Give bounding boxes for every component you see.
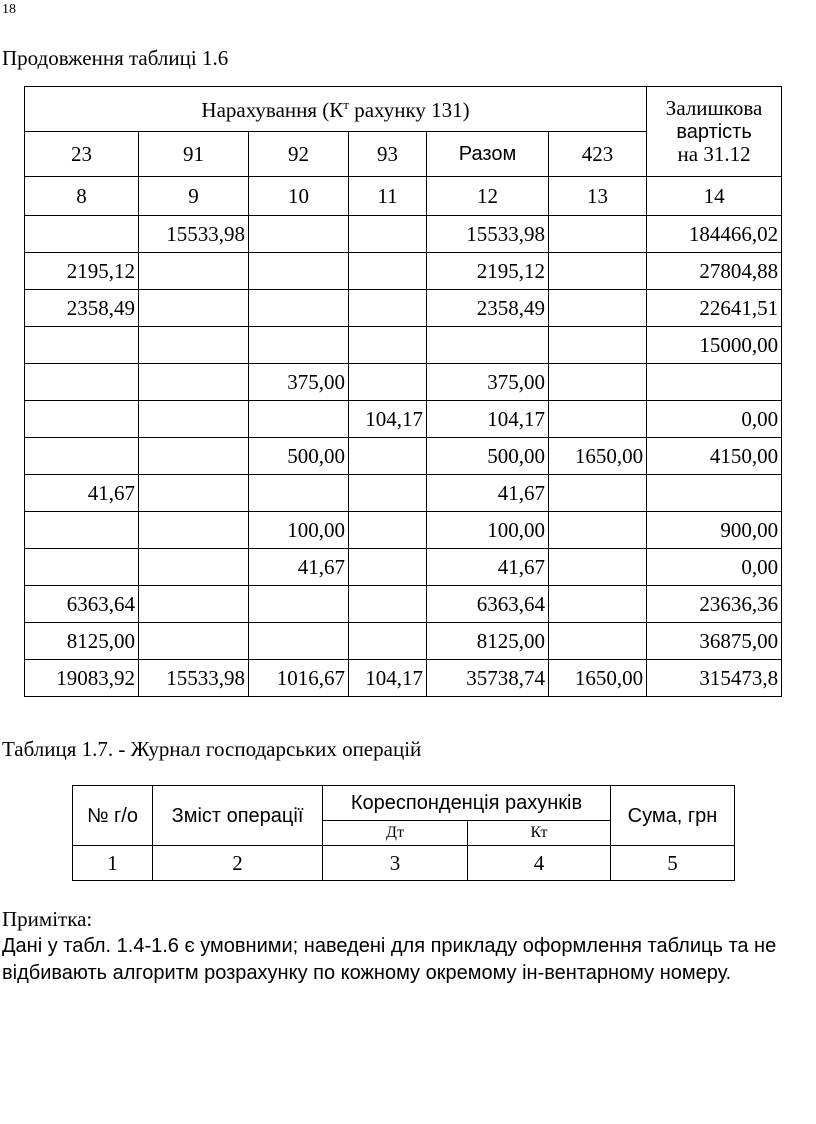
table-cell: [549, 512, 647, 549]
table2-caption: Таблиця 1.7. - Журнал господарських операцій: [2, 737, 422, 761]
table-cell: [349, 216, 427, 253]
table-cell: 19083,92: [25, 660, 139, 697]
journal-column-index: 3: [323, 846, 468, 881]
table-cell: 0,00: [647, 549, 782, 586]
table-cell: [25, 327, 139, 364]
column-index: 10: [249, 177, 349, 216]
table-cell: [249, 475, 349, 512]
table-cell: [647, 364, 782, 401]
column-header: 91: [139, 132, 249, 177]
table-cell: 375,00: [249, 364, 349, 401]
column-index: 14: [647, 177, 782, 216]
table-cell: [349, 290, 427, 327]
table-cell: 15000,00: [647, 327, 782, 364]
journal-table: [72, 785, 735, 881]
table-cell: [25, 438, 139, 475]
table-cell: 500,00: [249, 438, 349, 475]
journal-column-index: 1: [73, 846, 153, 881]
table-cell: [647, 475, 782, 512]
residual-value-header: Залишкова вартість на 31.12: [647, 87, 782, 177]
table-cell: [249, 216, 349, 253]
column-header: 93: [349, 132, 427, 177]
table1-caption: Продовження таблиці 1.6: [2, 46, 229, 70]
total-row: [25, 660, 782, 697]
table-cell: 100,00: [427, 512, 549, 549]
note-block: [2, 906, 816, 987]
column-index-row: [25, 177, 782, 216]
accrual-table-body: [25, 216, 782, 697]
column-index: 8: [25, 177, 139, 216]
table-cell: 900,00: [647, 512, 782, 549]
header-number: № г/о: [73, 786, 153, 846]
table-cell: 8125,00: [427, 623, 549, 660]
table-cell: 6363,64: [427, 586, 549, 623]
accrual-table: [24, 86, 782, 697]
table-cell: 15533,98: [139, 660, 249, 697]
table-row: [25, 290, 782, 327]
table-row: [25, 253, 782, 290]
table-cell: [139, 586, 249, 623]
table-cell: [249, 290, 349, 327]
table-cell: [139, 364, 249, 401]
column-index: 12: [427, 177, 549, 216]
table-cell: [139, 401, 249, 438]
column-index: 13: [549, 177, 647, 216]
table-cell: [249, 327, 349, 364]
table-cell: 6363,64: [25, 586, 139, 623]
table-row: [25, 401, 782, 438]
table-cell: [549, 364, 647, 401]
table-cell: 41,67: [427, 475, 549, 512]
table-cell: [427, 327, 549, 364]
table-cell: [549, 549, 647, 586]
table-cell: [349, 438, 427, 475]
table-cell: [25, 401, 139, 438]
table-cell: [249, 623, 349, 660]
table-cell: 36875,00: [647, 623, 782, 660]
table-cell: [549, 253, 647, 290]
header-debit: Дт: [323, 821, 468, 846]
table-cell: [349, 586, 427, 623]
table-row: [25, 216, 782, 253]
table-cell: [249, 586, 349, 623]
table-cell: [139, 549, 249, 586]
table-row: [25, 438, 782, 475]
table-row: [25, 512, 782, 549]
table-row: [25, 586, 782, 623]
table-cell: 4150,00: [647, 438, 782, 475]
table-row: [25, 549, 782, 586]
table-cell: [25, 512, 139, 549]
table-cell: [549, 623, 647, 660]
table-cell: [349, 364, 427, 401]
table-cell: [139, 475, 249, 512]
table-cell: 104,17: [349, 660, 427, 697]
table-cell: 41,67: [249, 549, 349, 586]
accrual-group-header: Нарахування ($К^т$ рахунку 131): [25, 87, 647, 132]
header-correspondence: Кореспонденція рахунків: [323, 786, 611, 821]
table-cell: 0,00: [647, 401, 782, 438]
journal-column-index: 2: [153, 846, 323, 881]
table-cell: [549, 216, 647, 253]
note-text: Дані у табл. 1.4-1.6 є умовними; наведені для прикладу оформлення таблиць та не відбивають алгоритм розрахунку по кожному окремому ін-вентарному номеру.: [2, 935, 777, 984]
table-cell: [549, 475, 647, 512]
table-cell: 184466,02: [647, 216, 782, 253]
table-cell: 104,17: [349, 401, 427, 438]
journal-column-index: 4: [468, 846, 611, 881]
table-cell: 315473,8: [647, 660, 782, 697]
table-cell: [139, 623, 249, 660]
table-cell: [139, 327, 249, 364]
table-cell: 2358,49: [25, 290, 139, 327]
table-cell: 41,67: [25, 475, 139, 512]
table-cell: 1016,67: [249, 660, 349, 697]
header-sum: Сума, грн: [611, 786, 735, 846]
table-cell: [249, 253, 349, 290]
table-cell: 100,00: [249, 512, 349, 549]
table-cell: [139, 253, 249, 290]
table-cell: 15533,98: [139, 216, 249, 253]
table-cell: 41,67: [427, 549, 549, 586]
table-cell: 23636,36: [647, 586, 782, 623]
table-cell: 22641,51: [647, 290, 782, 327]
table-row: [25, 475, 782, 512]
table-cell: [25, 216, 139, 253]
table-cell: 1650,00: [549, 660, 647, 697]
table-cell: [549, 290, 647, 327]
table-row: [25, 327, 782, 364]
column-header: 423: [549, 132, 647, 177]
header-content: Зміст операції: [153, 786, 323, 846]
table-cell: [349, 327, 427, 364]
table-cell: [25, 364, 139, 401]
table-cell: [25, 549, 139, 586]
table-cell: [349, 512, 427, 549]
table-cell: [349, 253, 427, 290]
table-cell: 2358,49: [427, 290, 549, 327]
header-credit: Кт: [468, 821, 611, 846]
table-cell: 2195,12: [25, 253, 139, 290]
table-cell: [349, 549, 427, 586]
column-header: Разом: [427, 132, 549, 177]
table-cell: 104,17: [427, 401, 549, 438]
page-number: 18: [2, 2, 16, 17]
table-row: [25, 364, 782, 401]
table-cell: 375,00: [427, 364, 549, 401]
column-index: 11: [349, 177, 427, 216]
journal-index-row: [73, 846, 735, 881]
table-cell: 35738,74: [427, 660, 549, 697]
note-title: Примітка:: [2, 907, 93, 931]
table-cell: 1650,00: [549, 438, 647, 475]
table-cell: [349, 475, 427, 512]
journal-column-index: 5: [611, 846, 735, 881]
table-cell: 27804,88: [647, 253, 782, 290]
table-row: [25, 623, 782, 660]
table-cell: 2195,12: [427, 253, 549, 290]
table-cell: [549, 401, 647, 438]
table-cell: [549, 586, 647, 623]
table-cell: [139, 290, 249, 327]
table-cell: [249, 401, 349, 438]
table-cell: [549, 327, 647, 364]
table-cell: 8125,00: [25, 623, 139, 660]
table-cell: [349, 623, 427, 660]
table-cell: 15533,98: [427, 216, 549, 253]
table-cell: 500,00: [427, 438, 549, 475]
column-header: 23: [25, 132, 139, 177]
column-header: 92: [249, 132, 349, 177]
table-cell: [139, 438, 249, 475]
column-index: 9: [139, 177, 249, 216]
table-cell: [139, 512, 249, 549]
